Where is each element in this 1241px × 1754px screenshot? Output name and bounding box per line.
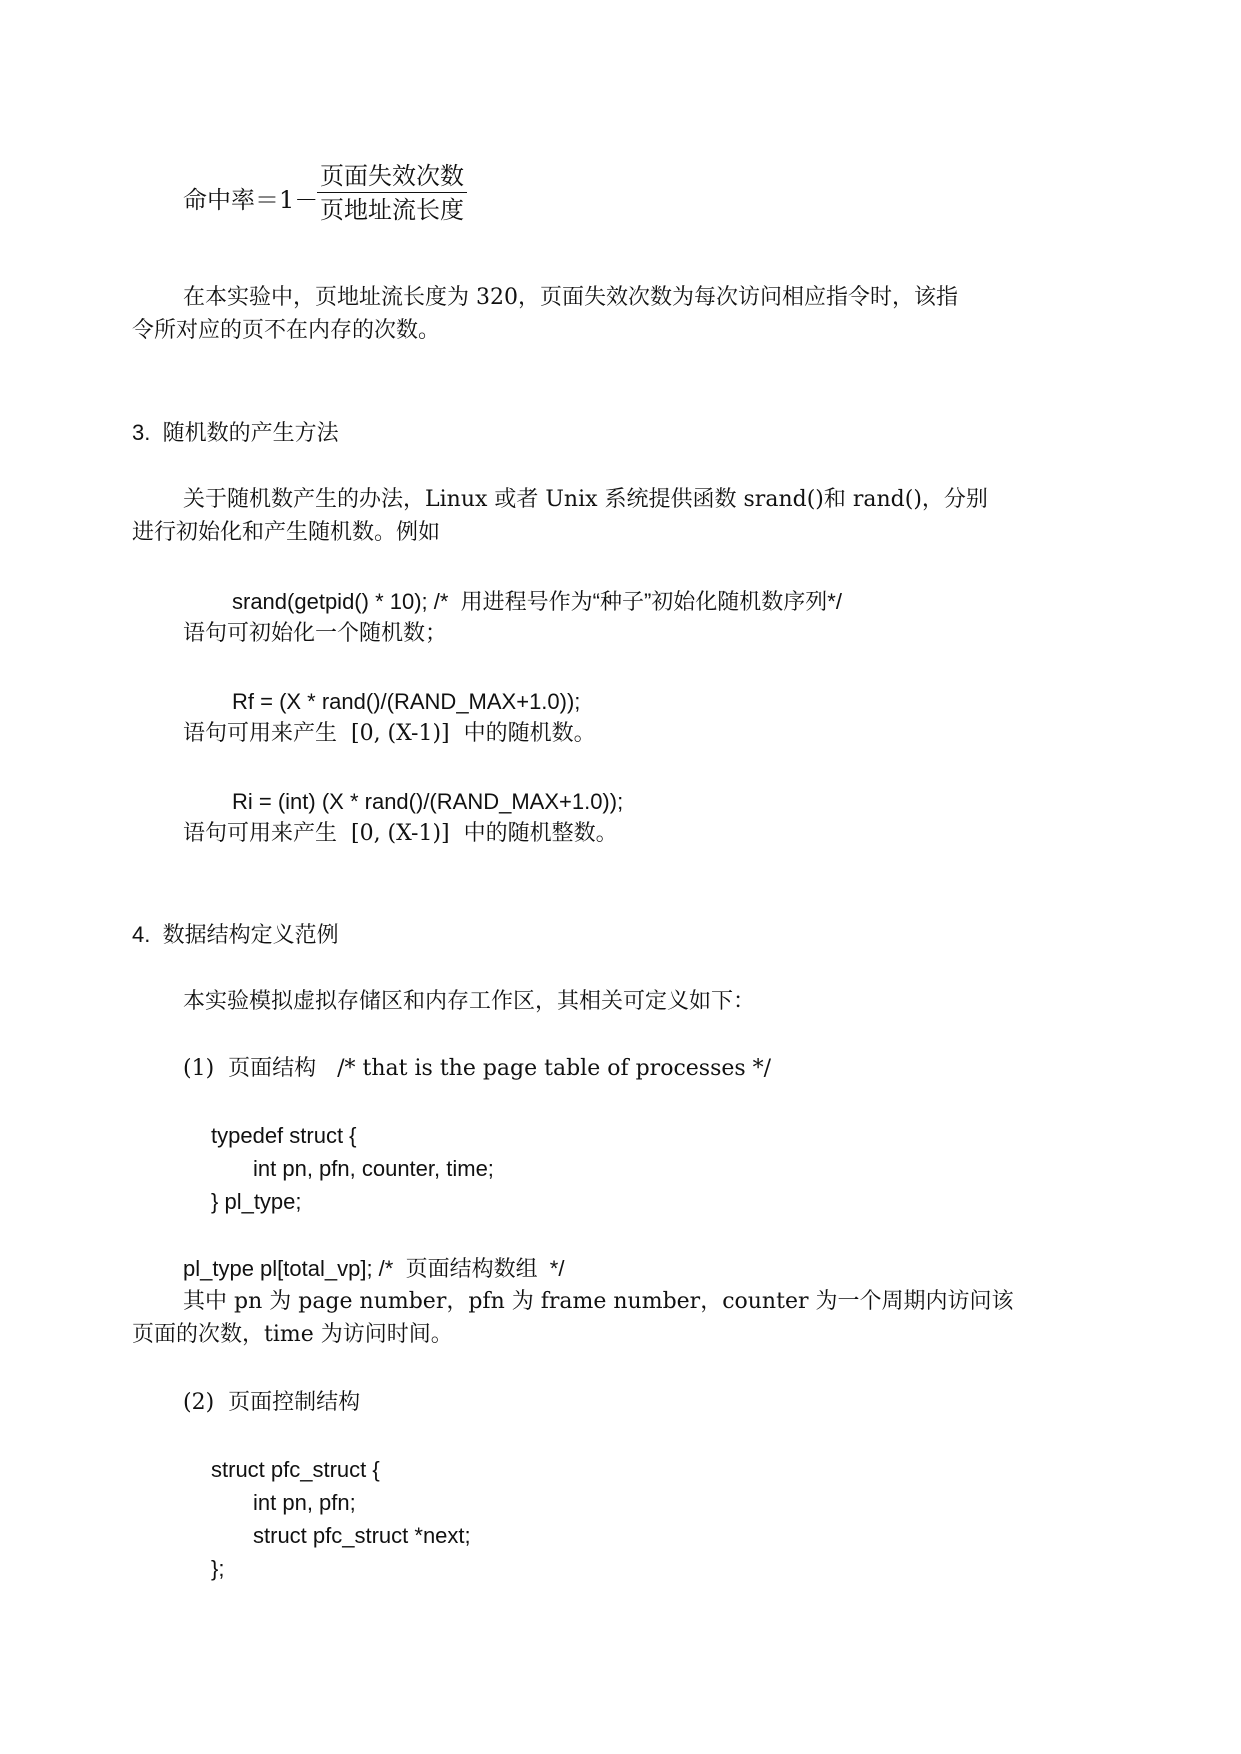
section-heading: 3. 随机数的产生方法 (132, 420, 339, 445)
paragraph-line: 进行初始化和产生随机数。例如 (132, 520, 441, 545)
code-line: typedef struct { (211, 1123, 357, 1148)
paragraph-line: 在本实验中，页地址流长度为 320，页面失效次数为每次访问相应指令时，该指 (183, 285, 958, 310)
code-line: Ri = (int) (X * rand()/(RAND_MAX+1.0)); (232, 789, 624, 814)
code-description: 语句可初始化一个随机数； (183, 621, 448, 646)
paragraph-line: 令所对应的页不在内存的次数。 (132, 318, 441, 343)
code-line: int pn, pfn; (253, 1490, 356, 1515)
item-title: (2) 页面控制结构 (183, 1390, 361, 1415)
paragraph-line: 本实验模拟虚拟存储区和内存工作区，其相关可定义如下： (183, 989, 756, 1014)
item-title: (1) 页面结构 /* that is the page table of processes */ (183, 1056, 772, 1081)
code-line: }; (211, 1556, 225, 1581)
paragraph-line: 页面的次数，time 为访问时间。 (132, 1322, 453, 1347)
code-line: pl_type pl[total_vp]; /* 页面结构数组 */ (183, 1256, 565, 1281)
formula-denominator: 页地址流长度 (320, 196, 464, 224)
code-line: int pn, pfn, counter, time; (253, 1156, 494, 1181)
formula-numerator: 页面失效次数 (317, 160, 467, 193)
paragraph-line: 关于随机数产生的办法，Linux 或者 Unix 系统提供函数 srand()和 rand()，分别 (183, 487, 988, 512)
section-heading: 4. 数据结构定义范例 (132, 922, 339, 947)
formula-lhs: 命中率＝1－ (183, 186, 319, 214)
code-line: srand(getpid() * 10); /* 用进程号作为“种子”初始化随机数序列*/ (232, 589, 842, 614)
formula-fraction (317, 160, 467, 227)
code-line: struct pfc_struct *next; (253, 1523, 471, 1548)
code-description: 语句可用来产生 [0, (X-1)] 中的随机数。 (183, 721, 596, 746)
code-line: Rf = (X * rand()/(RAND_MAX+1.0)); (232, 689, 581, 714)
code-line: } pl_type; (211, 1189, 302, 1214)
code-description: 语句可用来产生 [0, (X-1)] 中的随机整数。 (183, 821, 618, 846)
paragraph-line: 其中 pn 为 page number，pfn 为 frame number，counter 为一个周期内访问该 (183, 1289, 1014, 1314)
code-line: struct pfc_struct { (211, 1457, 380, 1482)
